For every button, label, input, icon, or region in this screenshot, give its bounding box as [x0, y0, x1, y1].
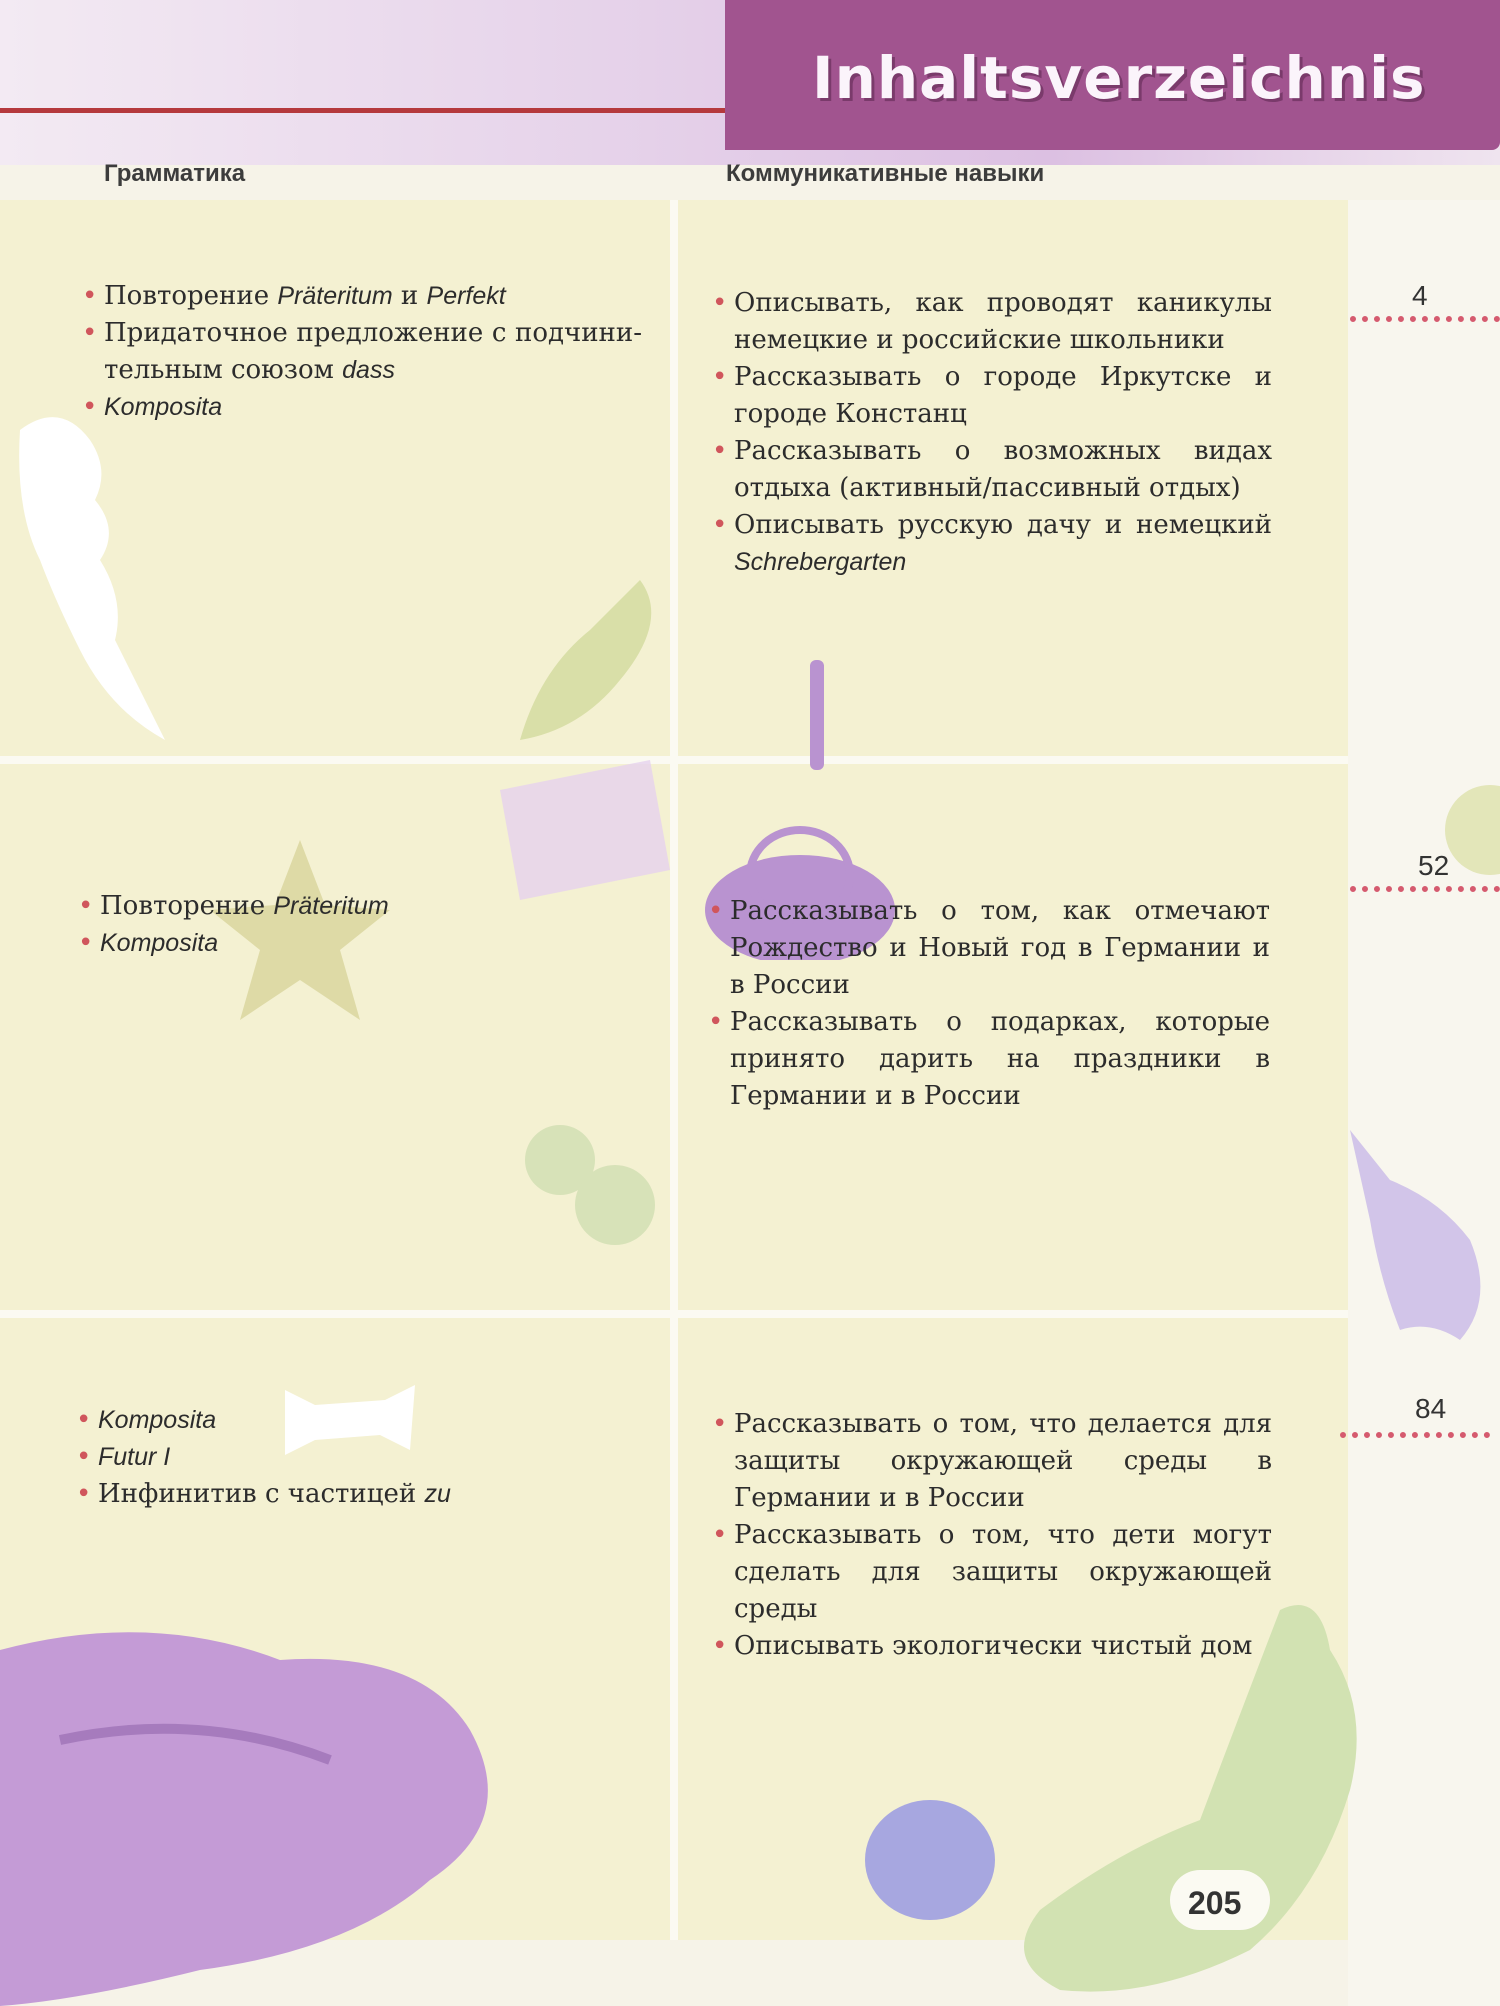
pot-decoration: [850, 1780, 1010, 1940]
blob-decoration: [520, 1120, 680, 1280]
communicative-list-1: [712, 285, 1272, 581]
list-item: • Рассказывать о городе Иркутске и городе Констанц: [712, 359, 1272, 433]
list-item: • Рассказывать о том, что дети могут сделать для защиты окружающей среды: [712, 1517, 1272, 1628]
row-divider: [0, 1310, 1348, 1318]
bullet-icon: •: [712, 1631, 728, 1661]
list-item: • Рассказывать о подарках, которые принято дарить на праздники в Германии и в России: [708, 1004, 1270, 1115]
list-item: • Komposita: [76, 1402, 636, 1439]
bullet-icon: •: [712, 1520, 728, 1550]
bullet-icon: •: [712, 1409, 728, 1439]
list-item: • Повторение Präteritum: [78, 888, 638, 925]
bullet-icon: •: [712, 436, 728, 466]
dotted-leader: [1340, 1432, 1490, 1438]
list-item: • Komposita: [82, 389, 642, 426]
list-item: • Повторение Präteritum и Perfekt: [82, 278, 642, 315]
communicative-list-3: [712, 1406, 1272, 1665]
bullet-icon: •: [712, 362, 728, 392]
page-reference: 52: [1418, 850, 1450, 881]
list-item: • Описывать экологически чистый дом: [712, 1628, 1272, 1665]
page-reference: 4: [1412, 280, 1428, 311]
list-item: • Futur I: [76, 1439, 636, 1476]
bullet-icon: •: [76, 1442, 92, 1472]
list-item: • Описывать русскую дачу и немецкий Schrebergarten: [712, 507, 1272, 581]
icicle-decoration: [0, 410, 180, 750]
list-item: • Описывать, как проводят каникулы немецкие и российские школьники: [712, 285, 1272, 359]
bullet-icon: •: [82, 281, 98, 311]
column-divider: [670, 200, 678, 1940]
bullet-icon: •: [708, 1007, 724, 1037]
dotted-leader: [1350, 886, 1500, 892]
bullet-icon: •: [708, 896, 724, 926]
grammar-list-2: [78, 888, 638, 962]
bullet-icon: •: [76, 1479, 92, 1509]
list-item: • Придаточное предложение с подчини-тельным союзом dass: [82, 315, 642, 389]
column-header-communicative: Коммуникативные навыки: [726, 160, 1045, 187]
page-number: 205: [1188, 1885, 1242, 1921]
bullet-icon: •: [82, 318, 98, 348]
bullet-icon: •: [78, 928, 94, 958]
header-rule: [0, 108, 725, 113]
sofa-decoration: [0, 1620, 560, 2006]
list-item: • Инфинитив с частицей zu: [76, 1476, 636, 1513]
angel-decoration: [1320, 1120, 1500, 1350]
column-header-grammar: Грамматика: [104, 160, 246, 187]
bullet-icon: •: [712, 288, 728, 318]
bullet-icon: •: [78, 891, 94, 921]
page-title: Inhaltsverzeichnis: [812, 44, 1426, 112]
bullet-icon: •: [712, 510, 728, 540]
dotted-leader: [1350, 316, 1500, 322]
list-item: • Рассказывать о том, как отмечают Рождество и Новый год в Германии и в России: [708, 893, 1270, 1004]
leaf-decoration: [500, 560, 680, 760]
page-reference: 84: [1415, 1393, 1447, 1424]
list-item: • Рассказывать о том, что делается для защиты окружающей среды в Германии и в России: [712, 1406, 1272, 1517]
communicative-list-2: [708, 893, 1270, 1115]
list-item: • Рассказывать о возможных видах отдыха (активный/пассивный отдых): [712, 433, 1272, 507]
list-item: • Komposita: [78, 925, 638, 962]
grammar-list-1: [82, 278, 642, 426]
bullet-icon: •: [82, 392, 98, 422]
grammar-list-3: [76, 1402, 636, 1513]
bullet-icon: •: [76, 1405, 92, 1435]
